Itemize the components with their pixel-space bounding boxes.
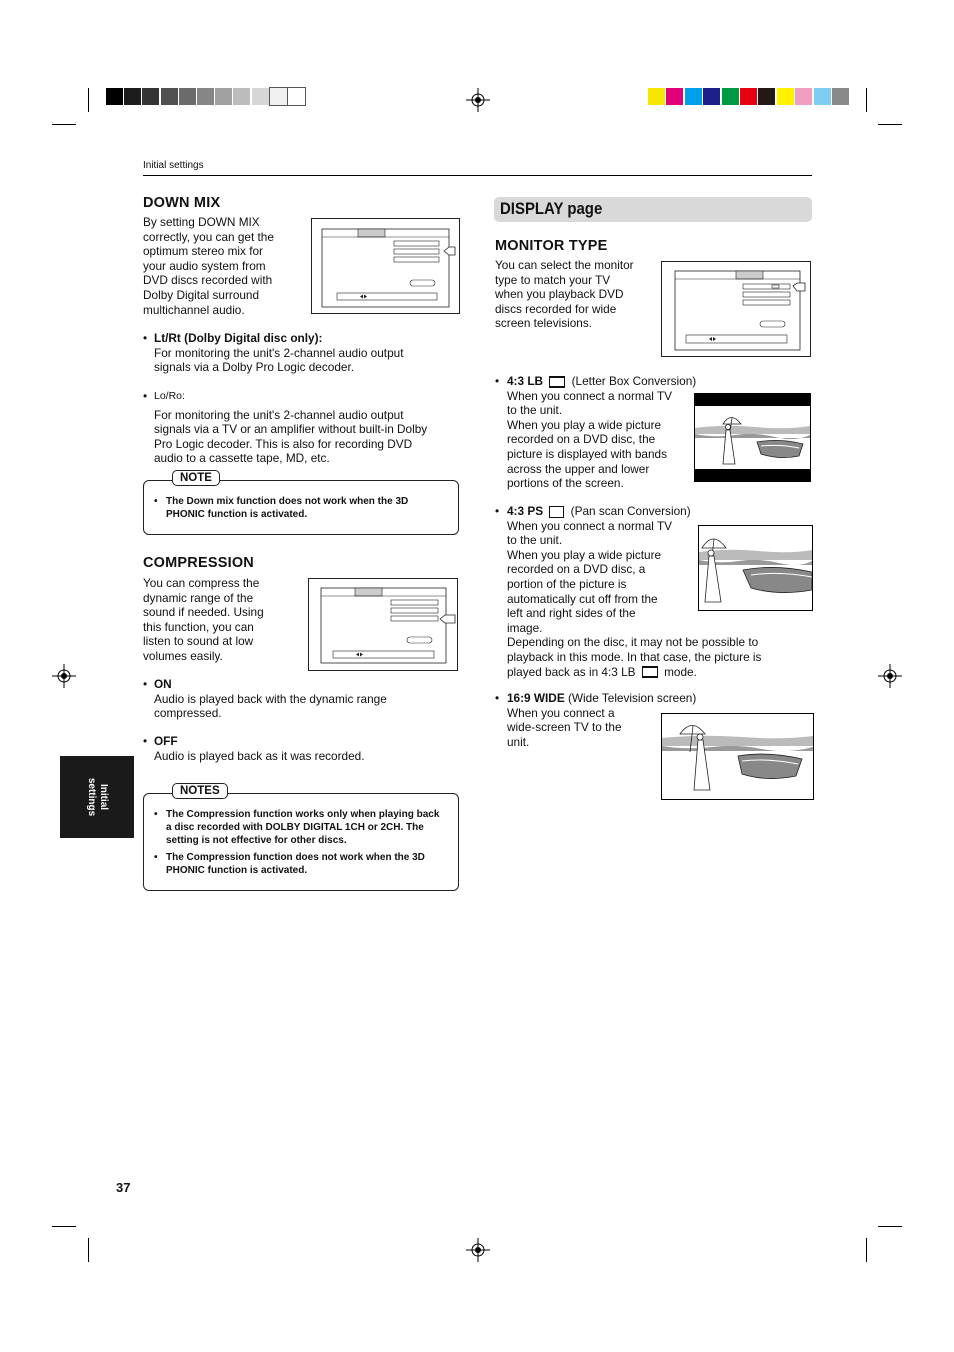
down-mix-heading: DOWN MIX [143, 195, 221, 211]
color-swatch [648, 88, 665, 105]
color-swatch [740, 88, 757, 105]
setup-menu-diagram [662, 262, 810, 356]
compression-intro: You can compress the dynamic range of the sound if needed. Using this function, you can listen to sound at low volumes easily. [143, 576, 264, 663]
gray-swatch [233, 88, 250, 105]
section-header-label: Initial settings [143, 160, 204, 171]
bullet-title: 16:9 WIDE [507, 691, 565, 705]
gray-swatch [197, 88, 214, 105]
gray-swatch [288, 88, 305, 105]
color-swatch [666, 88, 683, 105]
gray-swatch [215, 88, 232, 105]
compression-notes-box [143, 793, 459, 891]
letterbox-icon [549, 376, 565, 388]
pan-scan-picture [698, 525, 813, 611]
letterbox-picture [694, 393, 811, 482]
gray-swatch [252, 88, 269, 105]
bullet-title: Lo/Ro: [154, 390, 185, 402]
bullet-title: OFF [154, 734, 178, 748]
gray-swatch [124, 88, 141, 105]
bullet-title: 4:3 PS [507, 504, 544, 518]
registration-target-icon [466, 1238, 490, 1262]
color-swatch [814, 88, 831, 105]
color-swatch [722, 88, 739, 105]
registration-target-icon [466, 88, 490, 112]
side-tab [60, 756, 134, 838]
compression-bullet-off: • OFF Audio is played back as it was recorded. [143, 734, 463, 763]
gray-swatch [106, 88, 123, 105]
down-mix-bullet-ltrt: • Lt/Rt (Dolby Digital disc only): For monitoring the unit's 2-channel audio output signals via a Dolby Pro Logic decoder. [143, 331, 463, 375]
gray-swatch [161, 88, 178, 105]
color-swatch [685, 88, 702, 105]
monitor-bullet-ps: • 4:3 PS (Pan scan Conversion) When you connect a normal TV to the unit. When you play a wide picture recorded on a DVD disc, a portion of the picture is automatically cut off from the left and right sides of the image. Depending on the disc, it may not be possible to playback in this mode. In that case, the picture is played back as in 4:3 LB mode. [495, 504, 762, 679]
setup-menu-diagram [309, 579, 457, 670]
down-mix-note-box [143, 480, 459, 535]
monitor-bullet-wide: • 16:9 WIDE (Wide Television screen) When you connect a wide-screen TV to the unit. [495, 691, 697, 749]
gray-swatch [179, 88, 196, 105]
page-number: 37 [116, 1180, 131, 1195]
down-mix-menu-illustration [311, 218, 460, 314]
note-label: NOTE [172, 470, 220, 486]
registration-target-icon [878, 664, 902, 688]
note-item: • The Down mix function does not work when the 3D PHONIC function is activated. [154, 496, 409, 520]
compression-bullet-on: • ON Audio is played back with the dynamic range compressed. [143, 677, 463, 721]
registration-target-icon [52, 664, 76, 688]
notes-label: NOTES [172, 783, 228, 799]
monitor-bullet-lb: • 4:3 LB (Letter Box Conversion) When you connect a normal TV to the unit. When you play a wide picture recorded on a DVD disc, the picture is displayed with bands across the upper and lower portions of the screen. [495, 374, 697, 491]
beach-scene-image [699, 526, 812, 610]
color-swatch [795, 88, 812, 105]
compression-heading: COMPRESSION [143, 555, 254, 571]
header-rule [143, 175, 812, 176]
note-item: • The Compression function does not work when the 3D PHONIC function is activated. [154, 852, 425, 876]
monitor-type-heading: MONITOR TYPE [495, 238, 608, 254]
color-swatch [703, 88, 720, 105]
bullet-title: ON [154, 677, 172, 691]
display-menu-illustration [661, 261, 811, 357]
pan-scan-icon [549, 506, 564, 518]
bullet-title: Lt/Rt (Dolby Digital disc only): [154, 331, 323, 345]
beach-scene-image [695, 394, 810, 481]
compression-menu-illustration [308, 578, 458, 671]
monitor-type-intro: You can select the monitor type to match your TV when you playback DVD discs recorded for wide screen televisions. [495, 258, 634, 331]
color-swatch [832, 88, 849, 105]
gray-swatch [270, 88, 287, 105]
down-mix-bullet-loro: • Lo/Ro: For monitoring the unit's 2-channel audio output signals via a TV or an amplifier without built-in Dolby Pro Logic decoder. This is also for recording DVD audio to a cassette tape, MD, etc. [143, 389, 463, 466]
letterbox-icon [642, 666, 658, 678]
beach-scene-image [662, 714, 813, 799]
wide-picture [661, 713, 814, 800]
display-page-title-bar [494, 197, 812, 222]
color-swatch [758, 88, 775, 105]
side-tab-label: Initial settings [86, 777, 109, 817]
page-title: DISPLAY page [500, 199, 603, 218]
bullet-title: 4:3 LB [507, 374, 544, 388]
gray-swatch [142, 88, 159, 105]
color-swatch [777, 88, 794, 105]
setup-menu-diagram [312, 219, 459, 313]
down-mix-intro: By setting DOWN MIX correctly, you can get the optimum stereo mix for your audio system from DVD discs recorded with Dolby Digital surround multichannel audio. [143, 215, 274, 317]
note-item: • The Compression function works only when playing back a disc recorded with DOLBY DIGITAL 1CH or 2CH. The setting is not effective for other discs. [154, 809, 440, 846]
